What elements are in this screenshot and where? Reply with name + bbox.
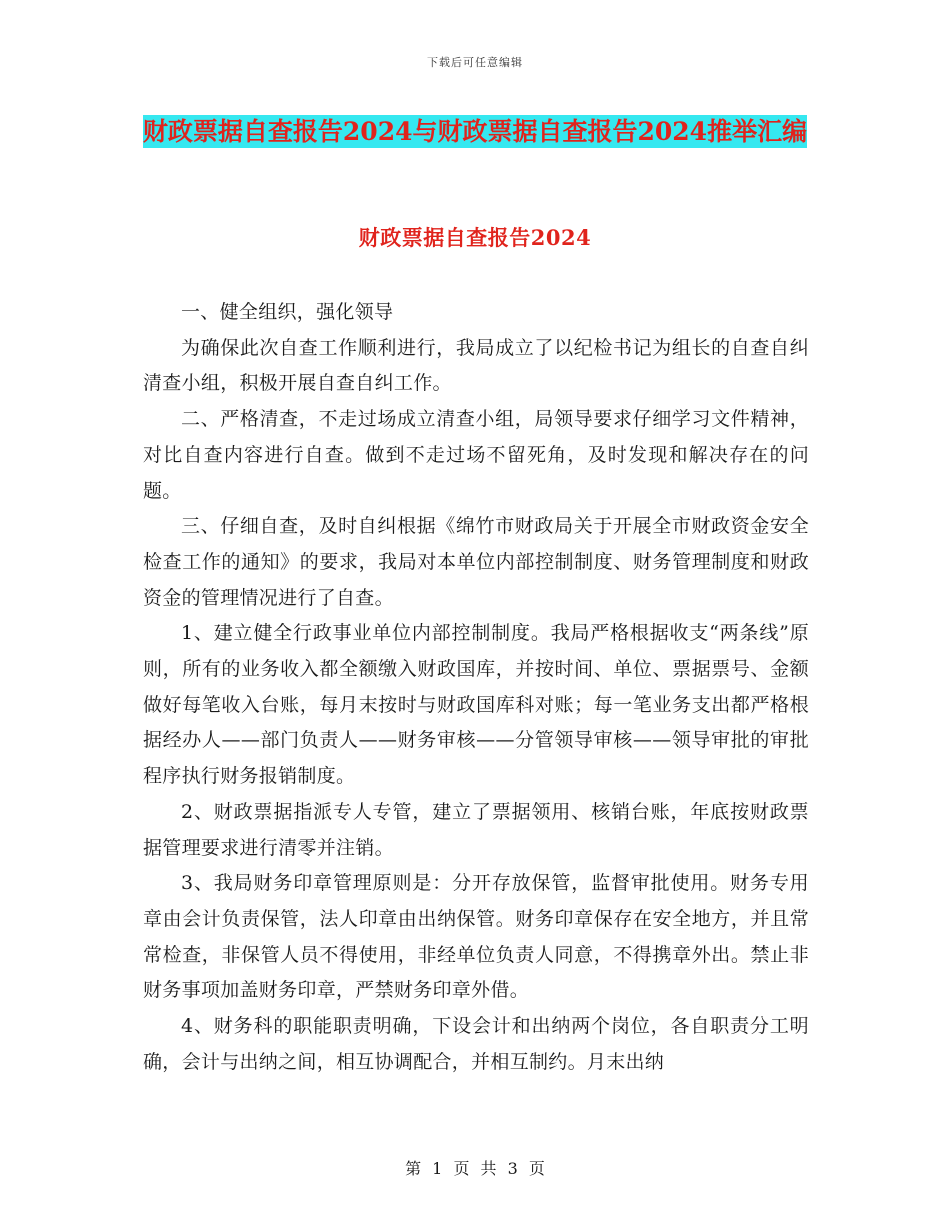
document-title-text: 财政票据自查报告2024与财政票据自查报告2024推举汇编 [142,117,808,146]
header-note: 下载后可任意编辑 [427,56,523,69]
paragraph-item-1: 1、建立健全行政事业单位内部控制制度。我局严格根据收支“两条线”原则，所有的业务收入都全额缴入财政国库，并按时间、单位、票据票号、金额做好每笔收入台账，每月末按时与财政国库科对账；每一笔业务支出都严格根据经办人——部门负责人——财务审核——分管领导审核——领导审批的审批程序执行财务报销制度。 [143,622,809,788]
paragraph-item-3: 3、我局财务印章管理原则是：分开存放保管，监督审批使用。财务专用章由会计负责保管，法人印章由出纳保管。财务印章保存在安全地方，并且常常检查，非保管人员不得使用，非经单位负责人同意，不得携章外出。禁止非财务事项加盖财务印章，严禁财务印章外借。 [143,872,809,1002]
section-title: 财政票据自查报告2024 [358,225,592,250]
paragraph-item-4: 4、财务科的职能职责明确，下设会计和出纳两个岗位，各自职责分工明确，会计与出纳之间，相互协调配合，并相互制约。月末出纳 [143,1015,809,1073]
paragraph: 为确保此次自查工作顺利进行，我局成立了以纪检书记为组长的自查自纠清查小组，积极开展自查自纠工作。 [143,336,809,395]
paragraph-item-2: 2、财政票据指派专人专管，建立了票据领用、核销台账，年底按财政票据管理要求进行清零并注销。 [143,800,809,859]
paragraph-heading-3: 三、仔细自查，及时自纠根据《绵竹市财政局关于开展全市财政资金安全检查工作的通知》的要求，我局对本单位内部控制制度、财务管理制度和财政资金的管理情况进行了自查。 [143,515,809,609]
paragraph-heading-1: 一、健全组织，强化领导 [181,301,394,323]
document-title [140,108,810,156]
document-body [143,295,809,1080]
page-number-footer: 第 1 页 共 3 页 [405,1159,545,1178]
paragraph-heading-2: 二、严格清查，不走过场成立清查小组，局领导要求仔细学习文件精神，对比自查内容进行自查。做到不走过场不留死角，及时发现和解决存在的问题。 [143,408,809,502]
